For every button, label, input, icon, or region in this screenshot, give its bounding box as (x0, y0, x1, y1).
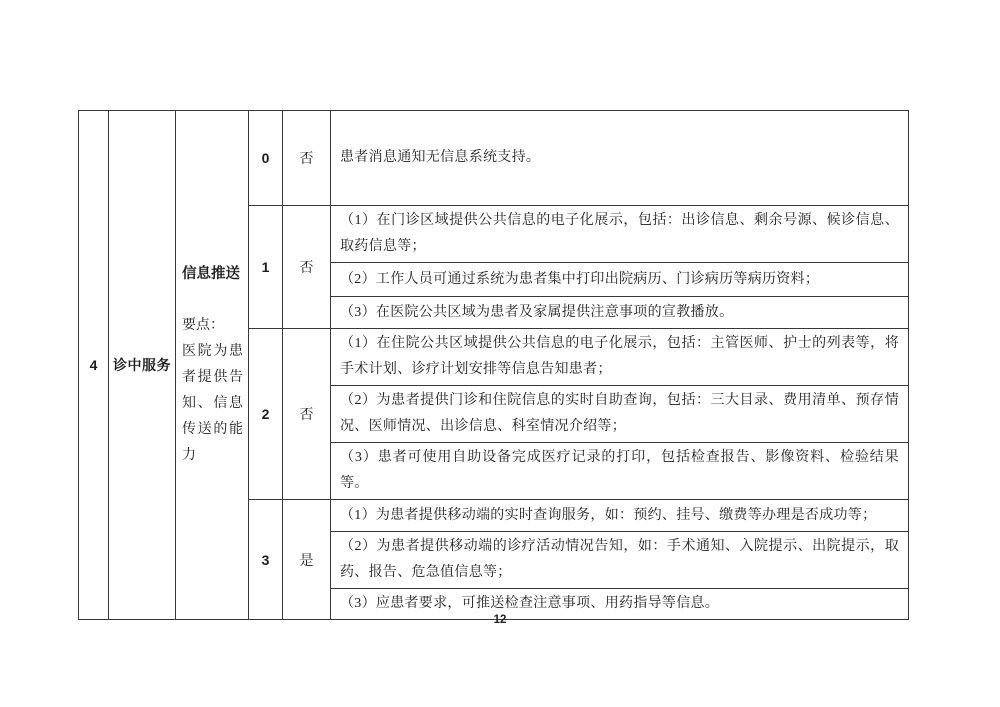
score-3-cell: 3 (249, 500, 283, 620)
page-number: 12 (493, 614, 507, 626)
answer-1-cell: 否 (283, 206, 331, 329)
answer-2-cell: 否 (283, 329, 331, 500)
indicator-note: 医院为患者提供告知、信息传送的能力 (182, 344, 243, 463)
criteria-3-3: （3）应患者要求，可推送检查注意事项、用药指导等信息。 (331, 589, 909, 620)
criteria-3-2: （2）为患者提供移动端的诊疗活动情况告知，如：手术通知、入院提示、出院提示，取药、报告、危急值信息等； (331, 532, 909, 589)
indicator-note-label: 要点： (182, 318, 224, 333)
table-row (79, 111, 909, 206)
indicator-title: 信息推送 (182, 266, 240, 282)
criteria-3-1: （1）为患者提供移动端的实时查询服务，如：预约、挂号、缴费等办理是否成功等； (331, 500, 909, 532)
indicator-cell (176, 111, 249, 620)
answer-0-cell: 否 (283, 111, 331, 206)
criteria-1-2: （2）工作人员可通过系统为患者集中打印出院病历、门诊病历等病历资料； (331, 263, 909, 297)
answer-3-cell: 是 (283, 500, 331, 620)
criteria-1-3: （3）在医院公共区域为患者及家属提供注意事项的宣教播放。 (331, 297, 909, 329)
criteria-2-1: （1）在住院公共区域提供公共信息的电子化展示，包括：主管医师、护士的列表等，将手术计划、诊疗计划安排等信息告知患者； (331, 329, 909, 386)
score-0-cell: 0 (249, 111, 283, 206)
criteria-2-3: （3）患者可使用自助设备完成医疗记录的打印，包括检查报告、影像资料、检验结果等。 (331, 443, 909, 500)
criteria-1-1: （1）在门诊区域提供公共信息的电子化展示，包括：出诊信息、剩余号源、候诊信息、取药信息等； (331, 206, 909, 263)
scoring-rubric-table (78, 110, 909, 620)
row-number-cell: 4 (79, 111, 109, 620)
score-1-cell: 1 (249, 206, 283, 329)
criteria-0-1: 患者消息通知无信息系统支持。 (331, 111, 909, 206)
criteria-2-2: （2）为患者提供门诊和住院信息的实时自助查询，包括：三大目录、费用清单、预存情况、医师情况、出诊信息、科室情况介绍等； (331, 386, 909, 443)
score-2-cell: 2 (249, 329, 283, 500)
category-cell: 诊中服务 (109, 111, 176, 620)
